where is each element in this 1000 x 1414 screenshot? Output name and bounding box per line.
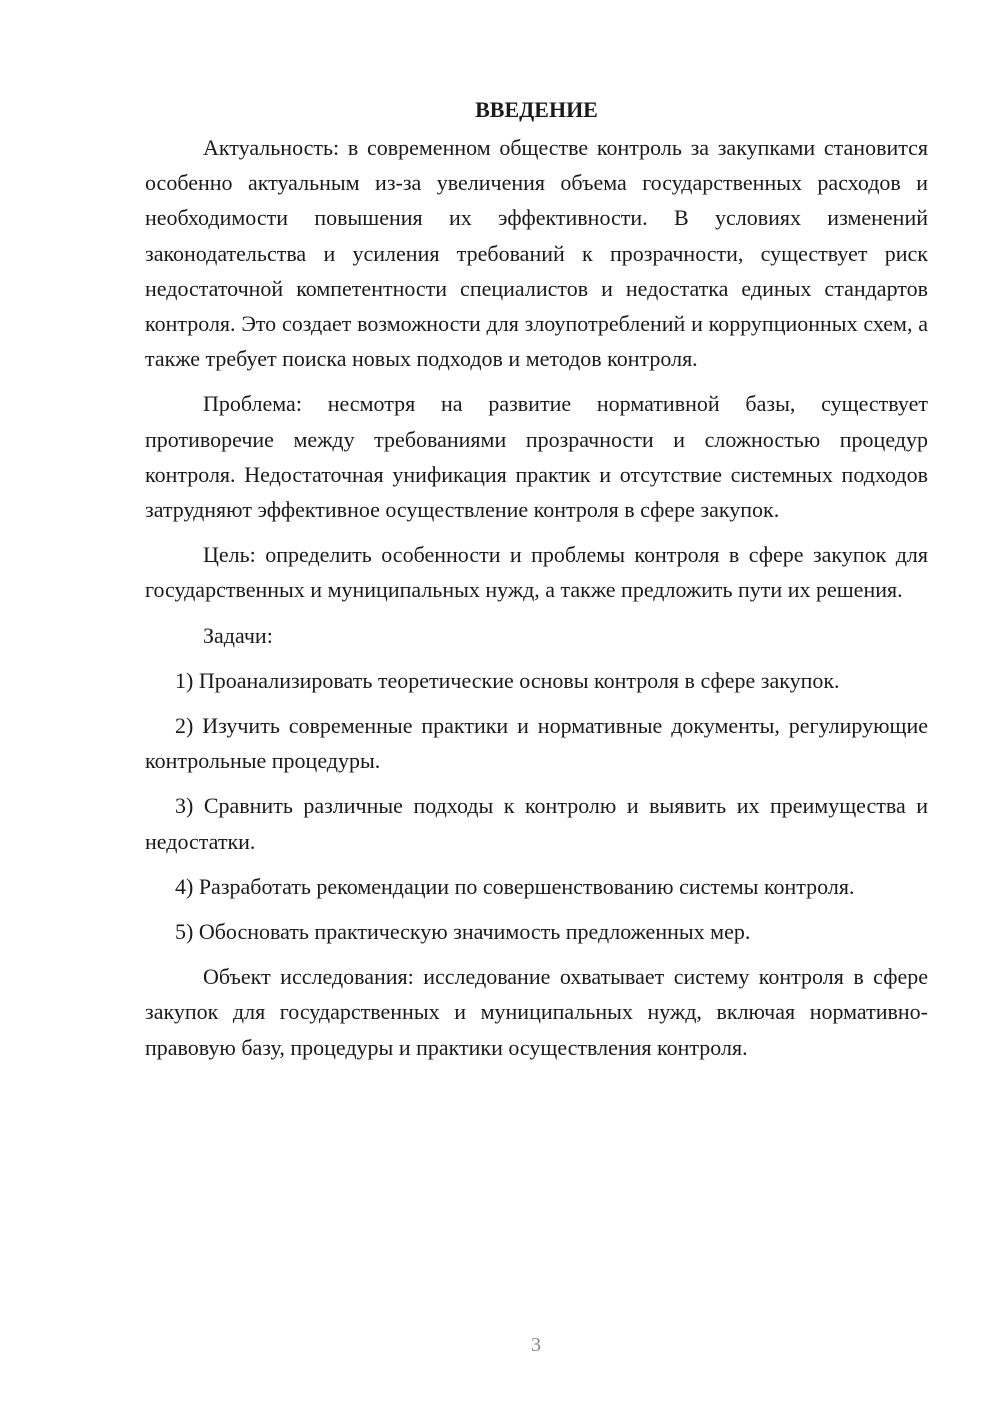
task-item-2: 2) Изучить современные практики и нормативные документы, регулирующие контрольные процедуры.	[145, 713, 928, 774]
paragraph-tasks-heading: Задачи:	[203, 622, 273, 648]
section-title: ВВЕДЕНИЕ	[475, 97, 598, 122]
paragraph-object: Объект исследования: исследование охватывает систему контроля в сфере закупок для государственных и муниципальных нужд, включая нормативно-правовую базу, процедуры и практики осуществления контроля.	[145, 964, 928, 1060]
task-item-4: 4) Разработать рекомендации по совершенствованию системы контроля.	[175, 873, 855, 899]
task-item-5: 5) Обосновать практическую значимость предложенных мер.	[175, 919, 751, 945]
paragraph-problem: Проблема: несмотря на развитие нормативной базы, существует противоречие между требованиями прозрачности и сложностью процедур контроля. Недостаточная унификация практик и отсутствие системных подходов затрудняют эффективное осуществление контроля в сфере закупок.	[145, 391, 928, 523]
page-number: 3	[531, 1334, 541, 1356]
task-item-1: 1) Проанализировать теоретические основы контроля в сфере закупок.	[175, 667, 840, 693]
paragraph-goal: Цель: определить особенности и проблемы контроля в сфере закупок для государственных и муниципальных нужд, а также предложить пути их решения.	[145, 542, 928, 603]
document-body	[145, 92, 928, 1075]
task-item-3: 3) Сравнить различные подходы к контролю и выявить их преимущества и недостатки.	[145, 793, 928, 854]
paragraph-relevance: Актуальность: в современном обществе контроль за закупками становится особенно актуальным из-за увеличения объема государственных расходов и необходимости повышения их эффективности. В условиях изменений законодательства и усиления требований к прозрачности, существует риск недостаточной компетентности специалистов и недостатка единых стандартов контроля. Это создает возможности для злоупотреблений и коррупционных схем, а также требует поиска новых подходов и методов контроля.	[145, 135, 928, 372]
